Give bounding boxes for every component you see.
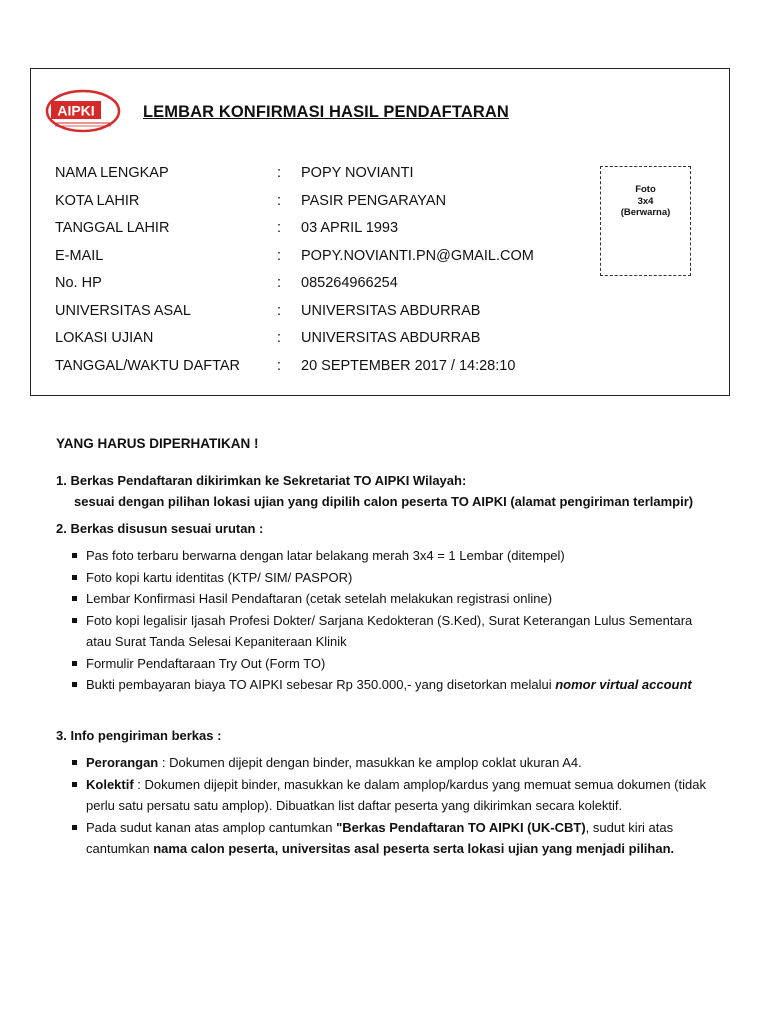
field-label: E-MAIL [55,248,104,264]
bullet-icon [72,682,77,687]
field-colon: : [277,358,282,374]
list-item [72,752,752,773]
envelope-info-emphasis: nama calon peserta, universitas asal peserta serta lokasi ujian yang menjadi pilihan. [153,841,675,856]
envelope-label-emphasis: "Berkas Pendaftaran TO AIPKI (UK-CBT) [336,820,586,835]
field-colon: : [277,330,282,346]
field-value: 03 APRIL 1993 [301,220,399,236]
bullet-icon [72,575,77,580]
bullet-icon [72,618,77,623]
list-item [72,610,712,652]
list-item [72,817,732,859]
page-title: LEMBAR KONFIRMASI HASIL PENDAFTARAN [143,103,509,121]
field-value: PASIR PENGARAYAN [301,193,447,209]
field-value: UNIVERSITAS ABDURRAB [301,303,481,319]
kolektif-text: : Dokumen dijepit binder, masukkan ke dalam amplop/kardus yang memuat semua dokumen (tidak perlu satu persatu satu amplop). Dibuatkan list daftar peserta yang dikirimkan secara kolektif. [86,777,706,813]
list-item-text: Pas foto terbaru berwarna dengan latar belakang merah 3x4 = 1 Lembar (ditempel) [86,548,565,563]
virtual-account-emphasis: nomor virtual account [555,677,692,692]
section-1-subtitle: sesuai dengan pilihan lokasi ujian yang dipilih calon peserta TO AIPKI (alamat pengiriman terlampir) [74,494,694,509]
photo-note: (Berwarna) [620,207,671,218]
field-label: KOTA LAHIR [55,193,140,209]
list-item [72,774,732,816]
section-3-title: 3. Info pengiriman berkas : [56,728,222,743]
perorangan-label: Perorangan [86,755,159,770]
bullet-icon [72,596,77,601]
kolektif-label: Kolektif [86,777,134,792]
field-label: TANGGAL/WAKTU DAFTAR [55,358,241,374]
envelope-text-2: , sudut kiri atas cantumkan [86,820,674,856]
section-1-title: 1. Berkas Pendaftaran dikirimkan ke Sekretariat TO AIPKI Wilayah: [56,473,467,488]
field-colon: : [277,248,282,264]
photo-label: Foto [635,184,656,195]
field-label: LOKASI UJIAN [55,330,154,346]
bullet-icon [72,825,77,830]
photo-placeholder [600,166,691,276]
field-label: UNIVERSITAS ASAL [55,303,191,319]
field-colon: : [277,303,282,319]
field-colon: : [277,193,282,209]
field-label: No. HP [55,275,102,291]
payment-text: Bukti pembayaran biaya TO AIPKI sebesar Rp 350.000,- yang disetorkan melalui [86,677,556,692]
bullet-icon [72,760,77,765]
list-item-text [86,817,732,859]
list-item-text [86,774,732,816]
field-value: UNIVERSITAS ABDURRAB [301,330,481,346]
list-item [72,674,712,695]
list-item [72,653,752,674]
list-item-text [86,752,752,773]
field-colon: : [277,220,282,236]
list-item [72,588,752,609]
list-item-text: Formulir Pendaftaraan Try Out (Form TO) [86,656,326,671]
bullet-icon [72,661,77,666]
field-label: NAMA LENGKAP [55,165,169,181]
bullet-icon [72,782,77,787]
field-colon: : [277,275,282,291]
list-item-text: Foto kopi legalisir Ijasah Profesi Dokter/ Sarjana Kedokteran (S.Ked), Surat Keterangan Lulus Sementara atau Surat Tanda Selesai Kepaniteraan Klinik [86,613,693,649]
envelope-text-1: Pada sudut kanan atas amplop cantumkan [86,820,337,835]
photo-size: 3x4 [637,195,654,207]
aipki-logo [45,89,121,133]
field-value: 085264966254 [301,275,398,291]
list-item-text: Foto kopi kartu identitas (KTP/ SIM/ PASPOR) [86,570,353,585]
field-value: POPY NOVIANTI [301,165,414,181]
field-label: TANGGAL LAHIR [55,220,170,236]
perorangan-text: : Dokumen dijepit dengan binder, masukkan ke amplop coklat ukuran A4. [158,755,582,770]
field-colon: : [277,165,282,181]
list-item [72,545,752,566]
list-item [72,567,752,588]
registration-confirmation-box [30,68,730,396]
section-2-title: 2. Berkas disusun sesuai urutan : [56,521,264,536]
list-item-text [86,674,712,695]
field-value: 20 SEPTEMBER 2017 / 14:28:10 [301,358,516,374]
list-item-text: Lembar Konfirmasi Hasil Pendaftaran (cetak setelah melakukan registrasi online) [86,591,553,606]
bullet-icon [72,553,77,558]
field-value: POPY.NOVIANTI.PN@GMAIL.COM [301,248,534,264]
instructions-heading: YANG HARUS DIPERHATIKAN ! [56,436,259,451]
logo-text: AIPKI [57,102,95,119]
